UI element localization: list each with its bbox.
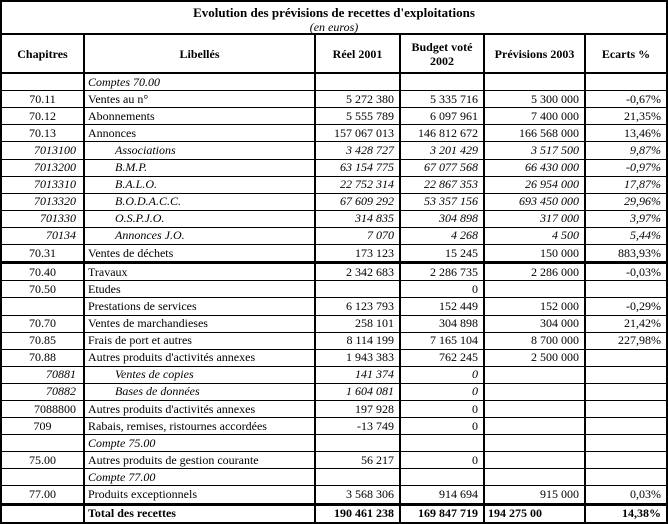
cell-previsions-2003: 66 430 000 [484,159,585,176]
table-row [2,263,666,281]
cell-previsions-2003 [484,400,585,417]
cell-chapitre: 70.50 [2,281,84,298]
table-row [2,486,666,504]
cell-chapitre: 70881 [2,366,84,383]
table-row [2,159,666,176]
table-header [2,35,666,73]
cell-libelle: B.A.L.O. [84,176,315,193]
cell-ecart: -0,67% [585,91,666,108]
cell-ecart: 14,38% [585,504,666,522]
cell-chapitre: 7013320 [2,193,84,210]
cell-previsions-2003: 2 500 000 [484,349,585,366]
table-row [2,210,666,227]
cell-previsions-2003: 2 286 000 [484,263,585,281]
cell-chapitre: 70.31 [2,244,84,262]
table-row [2,193,666,210]
cell-budget-vote-2002: 4 268 [400,227,484,244]
cell-libelle: Autres produits d'activités annexes [84,400,315,417]
cell-reel-2001: 5 272 380 [315,91,400,108]
cell-chapitre: 70882 [2,383,84,400]
cell-reel-2001 [315,435,400,452]
cell-ecart: 5,44% [585,227,666,244]
cell-previsions-2003: 915 000 [484,486,585,504]
cell-previsions-2003: 317 000 [484,210,585,227]
cell-ecart [585,73,666,91]
cell-reel-2001: 190 461 238 [315,504,400,522]
cell-budget-vote-2002 [400,73,484,91]
cell-budget-vote-2002: 0 [400,281,484,298]
cell-previsions-2003: 693 450 000 [484,193,585,210]
cell-chapitre: 70.85 [2,332,84,349]
cell-previsions-2003: 150 000 [484,244,585,262]
cell-libelle: Prestations de services [84,298,315,315]
cell-previsions-2003 [484,435,585,452]
cell-budget-vote-2002: 304 898 [400,210,484,227]
table-row [2,400,666,417]
cell-libelle: B.M.P. [84,159,315,176]
cell-budget-vote-2002 [400,435,484,452]
cell-previsions-2003 [484,418,585,435]
table-row [2,244,666,262]
cell-budget-vote-2002: 5 335 716 [400,91,484,108]
cell-chapitre: 70134 [2,227,84,244]
col-header-reel-2001: Réel 2001 [315,35,400,73]
cell-previsions-2003: 3 517 500 [484,142,585,159]
cell-chapitre [2,298,84,315]
cell-libelle: B.O.D.A.C.C. [84,193,315,210]
cell-libelle: Etudes [84,281,315,298]
cell-budget-vote-2002: 67 077 568 [400,159,484,176]
cell-chapitre: 70.88 [2,349,84,366]
table-row [2,142,666,159]
cell-budget-vote-2002: 6 097 961 [400,108,484,125]
cell-libelle: Travaux [84,263,315,281]
cell-chapitre [2,73,84,91]
cell-ecart: 883,93% [585,244,666,262]
cell-ecart: 0,03% [585,486,666,504]
header-row [2,35,666,73]
cell-budget-vote-2002: 0 [400,452,484,469]
cell-previsions-2003 [484,366,585,383]
cell-ecart [585,469,666,486]
cell-reel-2001: 7 070 [315,227,400,244]
cell-reel-2001: 173 123 [315,244,400,262]
cell-libelle: O.S.P.J.O. [84,210,315,227]
cell-libelle: Annonces J.O. [84,227,315,244]
cell-reel-2001: 2 342 683 [315,263,400,281]
col-header-budget-vote-2002: Budget voté 2002 [400,35,484,73]
cell-chapitre: 7013200 [2,159,84,176]
cell-chapitre: 7013100 [2,142,84,159]
cell-libelle: Compte 77.00 [84,469,315,486]
cell-previsions-2003: 152 000 [484,298,585,315]
cell-ecart: 21,42% [585,315,666,332]
cell-libelle: Comptes 70.00 [84,73,315,91]
cell-libelle: Bases de données [84,383,315,400]
cell-reel-2001: 67 609 292 [315,193,400,210]
cell-previsions-2003 [484,383,585,400]
cell-reel-2001 [315,281,400,298]
table-row [2,281,666,298]
cell-libelle: Abonnements [84,108,315,125]
cell-ecart: 227,98% [585,332,666,349]
cell-ecart: 17,87% [585,176,666,193]
table-row [2,435,666,452]
col-header-chapitres: Chapitres [2,35,84,73]
cell-ecart: 13,46% [585,125,666,142]
cell-chapitre [2,504,84,522]
table-row [2,418,666,435]
cell-ecart: -0,03% [585,263,666,281]
recettes-table [2,35,666,522]
cell-ecart: 9,87% [585,142,666,159]
cell-reel-2001: 314 835 [315,210,400,227]
table-row [2,176,666,193]
cell-budget-vote-2002: 152 449 [400,298,484,315]
cell-ecart: 29,96% [585,193,666,210]
cell-reel-2001: 197 928 [315,400,400,417]
cell-chapitre [2,469,84,486]
cell-ecart: -0,29% [585,298,666,315]
cell-reel-2001 [315,73,400,91]
table-row [2,349,666,366]
cell-chapitre: 70.13 [2,125,84,142]
cell-budget-vote-2002 [400,469,484,486]
table-row [2,125,666,142]
cell-libelle: Autres produits de gestion courante [84,452,315,469]
cell-previsions-2003: 304 000 [484,315,585,332]
cell-reel-2001: 63 154 775 [315,159,400,176]
cell-libelle: Total des recettes [84,504,315,522]
cell-previsions-2003: 8 700 000 [484,332,585,349]
cell-ecart [585,349,666,366]
cell-ecart [585,400,666,417]
cell-chapitre: 70.11 [2,91,84,108]
cell-budget-vote-2002: 0 [400,418,484,435]
cell-libelle: Ventes de copies [84,366,315,383]
table-row [2,383,666,400]
title-area [2,2,666,35]
cell-chapitre: 77.00 [2,486,84,504]
cell-reel-2001: 8 114 199 [315,332,400,349]
cell-ecart: 3,97% [585,210,666,227]
cell-budget-vote-2002: 2 286 735 [400,263,484,281]
cell-ecart [585,366,666,383]
table-body [2,73,666,522]
cell-libelle: Associations [84,142,315,159]
cell-reel-2001: 56 217 [315,452,400,469]
cell-libelle: Ventes de déchets [84,244,315,262]
cell-libelle: Annonces [84,125,315,142]
cell-ecart [585,435,666,452]
cell-previsions-2003: 26 954 000 [484,176,585,193]
table-row [2,504,666,522]
cell-budget-vote-2002: 15 245 [400,244,484,262]
col-header-ecarts: Ecarts % [585,35,666,73]
cell-reel-2001: 1 943 383 [315,349,400,366]
cell-budget-vote-2002: 169 847 719 [400,504,484,522]
cell-previsions-2003: 166 568 000 [484,125,585,142]
cell-budget-vote-2002: 22 867 353 [400,176,484,193]
cell-reel-2001: 157 067 013 [315,125,400,142]
cell-reel-2001: -13 749 [315,418,400,435]
cell-budget-vote-2002: 762 245 [400,349,484,366]
cell-reel-2001: 3 568 306 [315,486,400,504]
cell-budget-vote-2002: 146 812 672 [400,125,484,142]
document-title: Evolution des prévisions de recettes d'exploitations [193,5,475,20]
cell-previsions-2003: 4 500 [484,227,585,244]
cell-ecart [585,281,666,298]
table-row [2,452,666,469]
cell-chapitre: 701330 [2,210,84,227]
cell-chapitre: 70.70 [2,315,84,332]
cell-budget-vote-2002: 0 [400,383,484,400]
cell-budget-vote-2002: 0 [400,366,484,383]
cell-libelle: Ventes au n° [84,91,315,108]
cell-ecart [585,383,666,400]
cell-previsions-2003 [484,73,585,91]
cell-chapitre: 7088800 [2,400,84,417]
table-row [2,227,666,244]
table-row [2,108,666,125]
cell-reel-2001: 22 752 314 [315,176,400,193]
cell-budget-vote-2002: 0 [400,400,484,417]
cell-chapitre: 75.00 [2,452,84,469]
cell-libelle: Frais de port et autres [84,332,315,349]
cell-libelle: Rabais, remises, ristournes accordées [84,418,315,435]
cell-reel-2001: 1 604 081 [315,383,400,400]
cell-chapitre [2,435,84,452]
cell-reel-2001: 6 123 793 [315,298,400,315]
cell-previsions-2003 [484,281,585,298]
cell-libelle: Produits exceptionnels [84,486,315,504]
cell-libelle: Autres produits d'activités annexes [84,349,315,366]
cell-previsions-2003 [484,469,585,486]
cell-reel-2001: 141 374 [315,366,400,383]
table-row [2,366,666,383]
cell-ecart: -0,97% [585,159,666,176]
document-subtitle: (en euros) [309,20,359,34]
cell-chapitre: 709 [2,418,84,435]
cell-ecart [585,452,666,469]
col-header-libelles: Libellés [84,35,315,73]
cell-budget-vote-2002: 3 201 429 [400,142,484,159]
table-row [2,73,666,91]
table-row [2,298,666,315]
table-row [2,91,666,108]
table-row [2,332,666,349]
cell-reel-2001 [315,469,400,486]
table-row [2,315,666,332]
cell-chapitre: 7013310 [2,176,84,193]
cell-budget-vote-2002: 304 898 [400,315,484,332]
cell-previsions-2003: 5 300 000 [484,91,585,108]
cell-budget-vote-2002: 53 357 156 [400,193,484,210]
table-row [2,469,666,486]
cell-budget-vote-2002: 7 165 104 [400,332,484,349]
cell-reel-2001: 258 101 [315,315,400,332]
cell-reel-2001: 3 428 727 [315,142,400,159]
cell-libelle: Ventes de marchandieses [84,315,315,332]
cell-ecart: 21,35% [585,108,666,125]
cell-ecart [585,418,666,435]
cell-reel-2001: 5 555 789 [315,108,400,125]
cell-chapitre: 70.12 [2,108,84,125]
cell-budget-vote-2002: 914 694 [400,486,484,504]
cell-previsions-2003 [484,452,585,469]
cell-chapitre: 70.40 [2,263,84,281]
cell-previsions-2003: 194 275 00 [484,504,585,522]
cell-previsions-2003: 7 400 000 [484,108,585,125]
cell-libelle: Compte 75.00 [84,435,315,452]
col-header-previsions-2003: Prévisions 2003 [484,35,585,73]
